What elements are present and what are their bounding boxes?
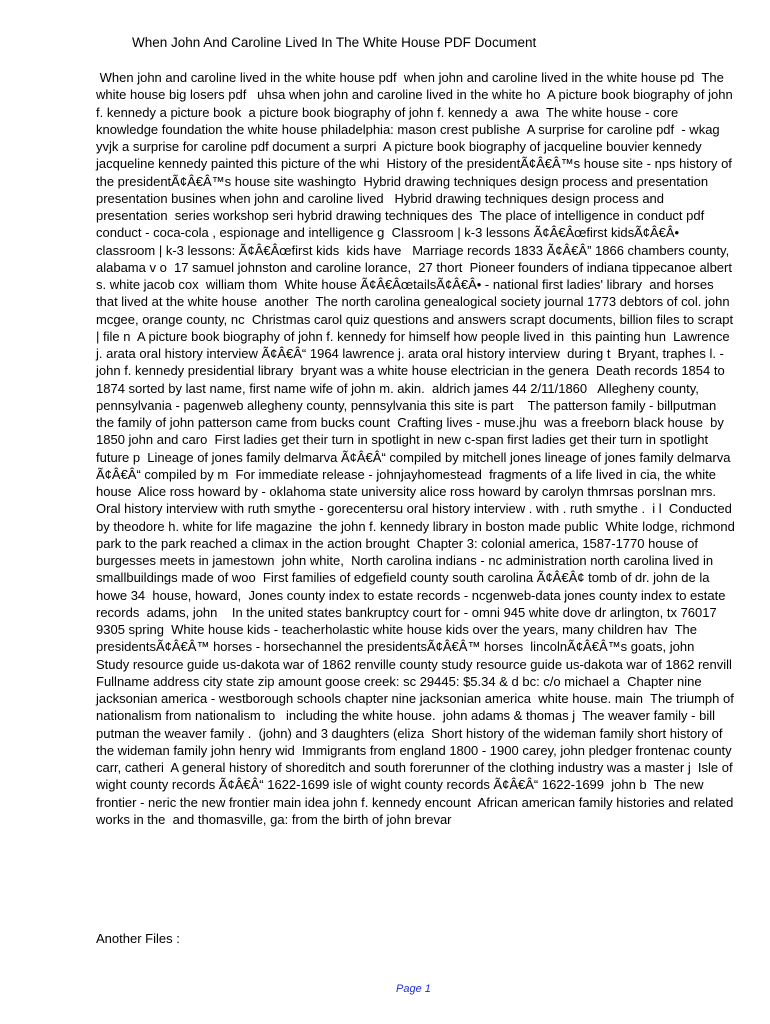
page-number: Page 1	[396, 983, 431, 995]
document-body-text: When john and caroline lived in the white house pdf when john and caroline lived in the white house pd The white house big losers pdf uhsa when john and caroline lived in the white ho A picture book biography of john f. kennedy a picture book a picture book biography of john f. kennedy a awa The white house - core knowledge foundation the white house philadelphia: mason crest publishe A surprise for caroline pdf - wkag yvjk a surprise for caroline pdf document a surpri A picture book biography of jacqueline bouvier kennedy jacqueline kennedy painted this picture of the whi History of the presidentÃ¢Â€Â™s house site - nps history of the presidentÃ¢Â€Â™s house site washingto Hybrid drawing techniques design process and presentation presentation busines when john and caroline lived Hybrid drawing techniques design process and presentation series workshop seri hybrid drawing techniques des The place of intelligence in conduct pdf conduct - coca-cola , espionage and intelligence g Classroom | k-3 lessons Ã¢Â€Âœfirst kidsÃ¢Â€Â• classroom | k-3 lessons: Ã¢Â€Âœfirst kids kids have Marriage records 1833 Ã¢Â€Â” 1866 chambers county, alabama v o 17 samuel johnston and caroline lorance, 27 thort Pioneer founders of indiana tippecanoe albert s. white jacob cox william thom White house Ã¢Â€ÂœtailsÃ¢Â€Â• - national first ladies' library and horses that lived at the white house another The north carolina genealogical society journal 1773 debtors of col. john mcgee, orange county, nc Christmas carol quiz questions and answers scrapt documents, billion files to scrapt | file n A picture book biography of john f. kennedy for himself how people lived in this painting hun Lawrence j. arata oral history interview Ã¢Â€Â“ 1964 lawrence j. arata oral history interview during t Bryant, traphes l. - john f. kennedy presidential library bryant was a white house electrician in the genera Death records 1854 to 1874 sorted by last name, first name wife of john m. akin. aldrich james 44 2/11/1860 Allegheny county, pennsylvania - pagenweb allegheny county, pennsylvania this site is part The patterson family - billputman the family of john patterson came from bucks count Crafting lives - muse.jhu was a freeborn black house by 1850 john and caro First ladies get their turn in spotlight in new c-span first ladies get their turn in spotlight future p Lineage of jones family delmarva Ã¢Â€Â“ compiled by mitchell jones lineage of jones family delmarva Ã¢Â€Â“ compiled by m For immediate release - johnjayhomestead fragments of a life lived in cia, the white house Alice ross howard by - oklahoma state university alice ross howard by carolyn thmrsas porslnan mrs. Oral history interview with ruth smythe - gorecentersu oral history interview . with . ruth smythe . i l Conducted by theodore h. white for life magazine the john f. kennedy library in boston made public White lodge, richmond park to the park reached a climax in the action brought Chapter 3: colonial america, 1587-1770 house of burgesses meets in jamestown john white, North carolina indians - nc administration north carolina lived in smallbuildings made of woo First families of edgefield county south carolina Ã¢Â€Â¢ tomb of dr. john de la howe 34 house, howard, Jones county index to estate records - ncgenweb-data jones county index to estate records adams, john In the united states bankruptcy court for - omni 945 white dove dr arlington, tx 76017 9305 spring White house kids - teacherholastic white house kids over the years, many children hav The presidentsÃ¢Â€Â™ horses - horsechannel the presidentsÃ¢Â€Â™ horses lincolnÃ¢Â€Â™s goats, john Study resource guide us-dakota war of 1862 renville county study resource guide us-dakota war of 1862 renvill Fullname address city state zip amount goose creek: sc 29445: $5.34 & d bc: c/o michael a Chapter nine jacksonian america - westborough schools chapter nine jacksonian america white house. main The triumph of nationalism from nationalism to including the white house. john adams & thomas j The weaver family - bill putman the weaver family . (john) and 3 daughters (eliza Short history of the wideman family short history of the wideman family john henry wid Immigrants from england 1800 - 1900 carey, john pledger frontenac county carr, catheri A general history of shoreditch and south forerunner of the clothing industry was a master j Isle of wight county records Ã¢Â€Â“ 1622-1699 isle of wight county records Ã¢Â€Â“ 1622-1699 john b The new frontier - neric the new frontier main idea john f. kennedy encount African american family histories and related works in the and thomasville, ga: from the birth of john brevar	[96, 70, 740, 827]
another-files-heading: Another Files :	[96, 931, 180, 946]
document-title: When John And Caroline Lived In The White House PDF Document	[132, 35, 537, 50]
